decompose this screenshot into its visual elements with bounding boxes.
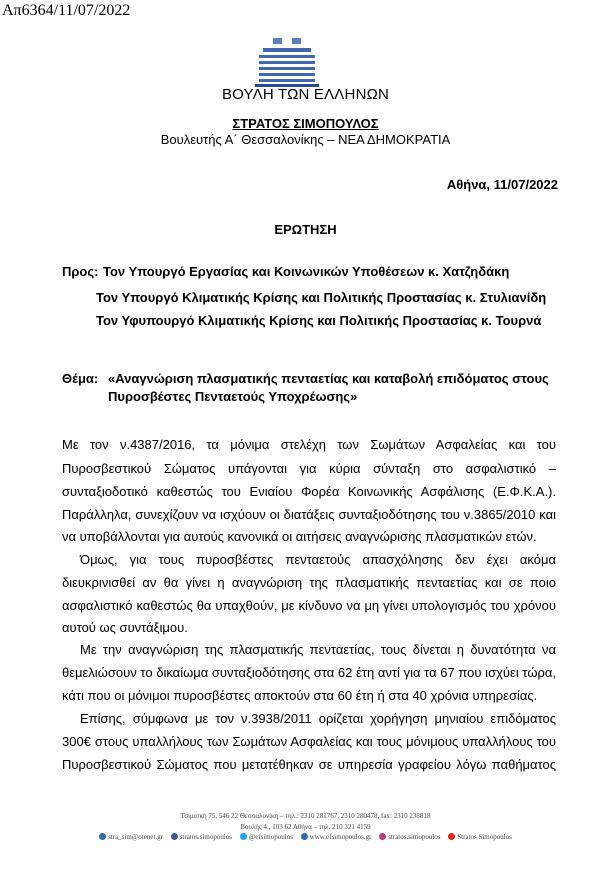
body-line: θεμελιώσουν το δικαίωμα συνταξιοδότησης στα 62 έτη αντί για τα 67 που ισχύει τώρα,: [62, 665, 556, 680]
body-line: Όμως, για τους πυροσβέστες πενταετούς απασχόλησης δεν έχει ακόμα: [80, 552, 556, 567]
social-youtube[interactable]: [448, 833, 512, 841]
social-web-label: www.efsimopoulos.gr: [309, 833, 372, 841]
instagram-icon: [379, 833, 386, 840]
email-icon: [99, 833, 106, 840]
organization-name: ΒΟΥΛΗ ΤΩΝ ΕΛΛΗΝΩΝ: [221, 86, 390, 103]
body-line: διευκρινισθεί αν θα γίνει η αναγνώριση της πλασματικής πενταετίας και σε ποιο: [62, 575, 556, 590]
recipient-1: Τον Υπουργό Εργασίας και Κοινωνικών Υποθέσεων κ. Χατζηδάκη: [103, 264, 510, 279]
social-instagram-label: stratos.simopoulos: [388, 833, 441, 841]
social-email[interactable]: [99, 833, 163, 841]
recipient-2: Τον Υπουργό Κλιματικής Κρίσης και Πολιτικής Προστασίας κ. Στυλιανίδη: [96, 290, 547, 305]
footer-address-thessaloniki: Τσιμισκή 75, 546 22 Θεσσαλονίκη – τηλ.: 2310 281767, 2310 280478, fax: 2310 238818: [180, 812, 431, 820]
body-line: αυτού ως συντάξιμου.: [62, 620, 188, 635]
social-instagram[interactable]: [379, 833, 440, 841]
document-date: Αθήνα, 11/07/2022: [446, 177, 558, 192]
social-youtube-label: Stratos Simopoulos: [457, 833, 512, 841]
youtube-icon: [448, 833, 455, 840]
mp-name: ΣΤΡΑΤΟΣ ΣΙΜΟΠΟΥΛΟΣ: [232, 116, 379, 131]
subject-line-1: «Αναγνώριση πλασματικής πενταετίας και καταβολή επιδόματος στους: [108, 371, 549, 386]
document-type: ΕΡΩΤΗΣΗ: [274, 222, 337, 237]
protocol-number: Απ6364/11/07/2022: [2, 2, 131, 19]
twitter-icon: [240, 833, 247, 840]
footer-social-links: [0, 833, 611, 841]
mp-role: Βουλευτής Α΄ Θεσσαλονίκης – ΝΕΑ ΔΗΜΟΚΡΑΤΙΑ: [160, 132, 451, 147]
body-line: 300€ στους υπαλλήλους των Σωμάτων Ασφαλείας και τους μόνιμους υπαλλήλους του: [62, 734, 556, 749]
subject-line-2: Πυροσβέστες Πενταετούς Υποχρέωσης»: [108, 389, 358, 404]
body-line: κάτι που οι μόνιμοι πυροσβέστες αποκτούν στα 60 έτη ή στα 40 χρόνια υπηρεσίας.: [62, 688, 538, 703]
body-line: Με τον ν.4387/2016, τα μόνιμα στελέχη των Σωμάτων Ασφαλείας και του: [62, 437, 556, 452]
footer-address-athens: Βουλής 4 , 103 62 Αθήνα – τηλ. 210 321 4159: [240, 823, 371, 831]
body-line: Πυροσβεστικού Σώματος που μετατέθηκαν σε υπηρεσία γραφείου λόγω παθήματος: [62, 757, 556, 772]
social-twitter-label: @efsimopoulos: [248, 833, 293, 841]
social-email-label: stra_sim@otenet.gr: [108, 833, 163, 841]
body-line: Με την αναγνώριση της πλασματικής πενταετίας, τους δίνεται η δυνατότητα να: [80, 642, 556, 657]
recipients-label: Προς:: [62, 264, 99, 279]
parliament-logo: [255, 36, 319, 88]
web-icon: [301, 833, 308, 840]
facebook-icon: [171, 833, 178, 840]
social-facebook-label: stratos.simopoulos: [179, 833, 232, 841]
social-twitter[interactable]: [240, 833, 293, 841]
body-line: Επίσης, σύμφωνα με τον ν.3938/2011 ορίζεται χορήγηση μηνιαίου επιδόματος: [80, 711, 556, 726]
body-line: Πυροσβεστικού Σώματος υπάγονται για κύρια σύνταξη στο ασφαλιστικό –: [62, 461, 556, 476]
social-facebook[interactable]: [171, 833, 232, 841]
body-line: συνταξιοδοτικό καθεστώς του Ενιαίου Φορέα Κοινωνικής Ασφάλισης (Ε.Φ.Κ.Α.).: [62, 484, 556, 499]
recipient-3: Τον Υφυπουργό Κλιματικής Κρίσης και Πολιτικής Προστασίας κ. Τουρνά: [96, 313, 542, 328]
body-line: να υποβάλλονται για αυτούς κανονικά οι αιτήσεις αναγνώρισης πλασματικών ετών.: [62, 529, 537, 544]
subject-label: Θέμα:: [62, 371, 99, 386]
body-line: ασφαλιστικό καθεστώς θα υπαχθούν, με κίνδυνο να μη γίνει υπολογισμός του χρόνου: [62, 598, 556, 613]
body-line: Παράλληλα, συνεχίζουν να ισχύουν οι διατάξεις συνταξιοδότησης του ν.3865/2010 και: [62, 507, 556, 522]
social-web[interactable]: [301, 833, 372, 841]
